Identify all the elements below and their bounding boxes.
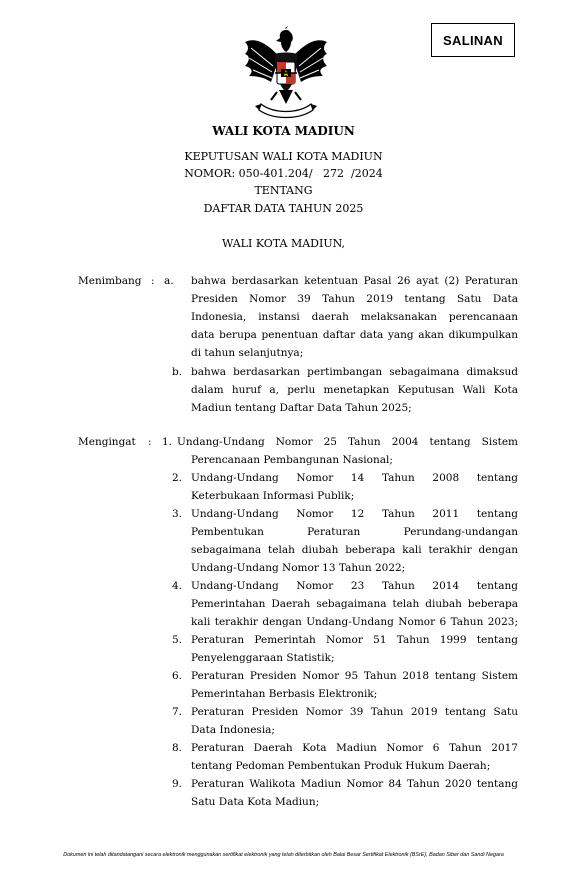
menimbang-marker-a: a.	[164, 275, 174, 287]
menimbang-a-line: Indonesia, instansi daerah melaksanakan perencanaan	[191, 311, 518, 323]
menimbang-a-line: Presiden Nomor 39 Tahun 2019 tentang Satu Data	[191, 293, 518, 305]
office-title: WALI KOTA MADIUN	[212, 124, 355, 138]
salinan-stamp: SALINAN	[431, 23, 515, 57]
decree-title: KEPUTUSAN WALI KOTA MADIUN	[184, 150, 383, 163]
opening-line: WALI KOTA MADIUN,	[221, 237, 346, 250]
mengingat-line: Undang-Undang Nomor 12 Tahun 2011 tentang	[191, 508, 518, 520]
mengingat-line: tentang Pedoman Pembentukan Produk Hukum Daerah;	[191, 760, 491, 772]
menimbang-marker-b: b.	[172, 366, 183, 378]
mengingat-line: Keterbukaan Informasi Publik;	[191, 490, 355, 502]
mengingat-label: Mengingat	[78, 436, 136, 448]
mengingat-line: Peraturan Daerah Kota Madiun Nomor 6 Tahun 2017	[191, 742, 518, 754]
mengingat-line: Data Indonesia;	[191, 724, 275, 736]
mengingat-line: sebagaimana telah diubah beberapa kali terakhir dengan	[191, 544, 518, 556]
mengingat-line: Undang-Undang Nomor 23 Tahun 2014 tentang	[191, 580, 518, 592]
mengingat-line: Peraturan Pemerintah Nomor 51 Tahun 1999 tentang	[191, 634, 518, 646]
mengingat-marker: 8.	[172, 742, 183, 754]
mengingat-line: Penyelenggaraan Statistik;	[191, 652, 335, 664]
menimbang-b-line: Madiun tentang Daftar Data Tahun 2025;	[191, 402, 412, 414]
menimbang-colon: :	[151, 275, 155, 287]
mengingat-line: Pemerintahan Daerah sebagaimana telah diubah beberapa	[191, 598, 518, 610]
menimbang-a-line: data berupa penentuan daftar data yang akan dikumpulkan	[191, 329, 518, 341]
mengingat-line: Pembentukan Peraturan Perundang-undangan	[191, 526, 518, 538]
mengingat-line: Peraturan Presiden Nomor 95 Tahun 2018 tentang Sistem	[191, 670, 518, 682]
mengingat-marker: 1.	[162, 436, 173, 448]
menimbang-label: Menimbang	[78, 275, 142, 287]
mengingat-marker: 5.	[172, 634, 183, 646]
mengingat-colon: :	[148, 436, 152, 448]
menimbang-a-line: bahwa berdasarkan ketentuan Pasal 26 ayat (2) Peraturan	[191, 275, 518, 287]
mengingat-line: Undang-Undang Nomor 13 Tahun 2022;	[191, 562, 406, 574]
mengingat-line: Undang-Undang Nomor 25 Tahun 2004 tentang Sistem	[177, 436, 518, 448]
garuda-pancasila-emblem	[239, 26, 333, 122]
decree-about: TENTANG	[254, 184, 313, 197]
mengingat-marker: 3.	[172, 508, 183, 520]
decree-number: NOMOR: 050-401.204/ 272 /2024	[184, 167, 383, 180]
decree-subject: DAFTAR DATA TAHUN 2025	[203, 202, 364, 215]
menimbang-b-line: bahwa berdasarkan pertimbangan sebagaimana dimaksud	[191, 366, 518, 378]
mengingat-marker: 7.	[172, 706, 183, 718]
mengingat-line: Undang-Undang Nomor 14 Tahun 2008 tentang	[191, 472, 518, 484]
mengingat-marker: 6.	[172, 670, 183, 682]
mengingat-line: Peraturan Walikota Madiun Nomor 84 Tahun 2020 tentang	[191, 778, 518, 790]
mengingat-line: kali terakhir dengan Undang-Undang Nomor 6 Tahun 2023;	[191, 616, 518, 628]
mengingat-marker: 2.	[172, 472, 183, 484]
mengingat-line: Pemerintahan Berbasis Elektronik;	[191, 688, 378, 700]
menimbang-b-line: dalam huruf a, perlu menetapkan Keputusan Wali Kota	[191, 384, 518, 396]
mengingat-line: Peraturan Presiden Nomor 39 Tahun 2019 tentang Satu	[191, 706, 518, 718]
mengingat-line: Satu Data Kota Madiun;	[191, 796, 320, 808]
menimbang-a-line: di tahun selanjutnya;	[191, 347, 304, 359]
mengingat-marker: 4.	[172, 580, 183, 592]
mengingat-marker: 9.	[172, 778, 183, 790]
electronic-signature-footer: Dokumen ini telah ditandatangani secara elektronik menggunakan sertifikat elektronik yang telah diterbitkan oleh Balai Besar Sertifikat Elektronik (BSrE), Badan Siber dan Sandi Negara	[63, 852, 504, 858]
mengingat-line: Perencanaan Pembangunan Nasional;	[191, 454, 393, 466]
